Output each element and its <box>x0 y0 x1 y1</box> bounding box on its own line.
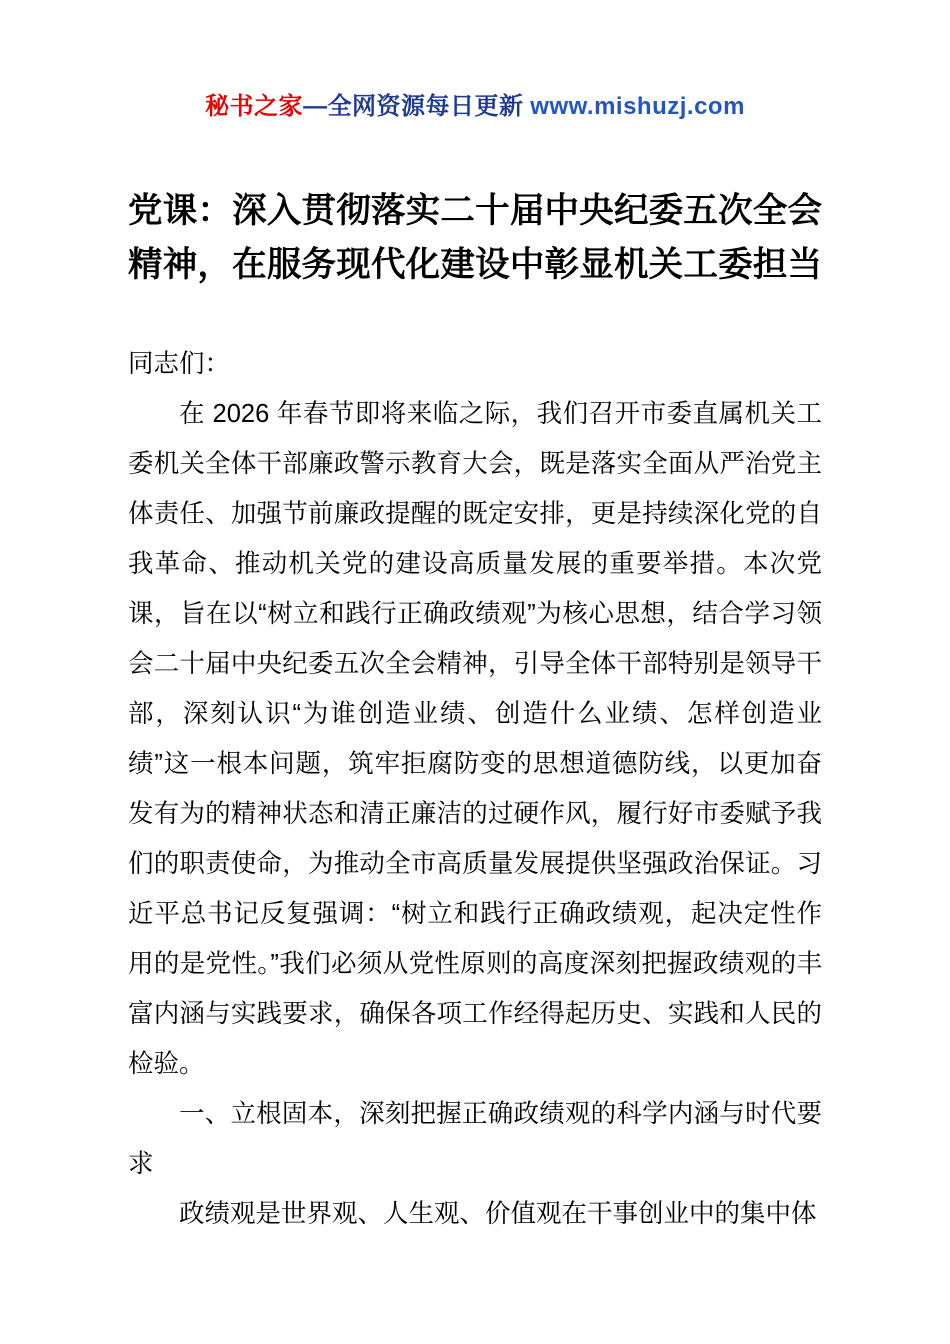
site-header <box>0 86 950 121</box>
site-url-link[interactable]: www.mishuzj.com <box>530 93 745 120</box>
body-paragraph-truncated: 政绩观是世界观、人生观、价值观在干事创业中的集中体 <box>179 1199 817 1228</box>
document-title: 党课：深入贯彻落实二十届中央纪委五次全会精神，在服务现代化建设中彰显机关工委担当 <box>128 192 822 284</box>
salutation-paragraph: 同志们： <box>128 349 231 378</box>
body-paragraph: 在 2026 年春节即将来临之际，我们召开市委直属机关工委机关全体干部廉政警示教育大会，既是落实全面从严治党主体责任、加强节前廉政提醒的既定安排，更是持续深化党的自我革命、推动机关党的建设高质量发展的重要举措。本次党课，旨在以“树立和践行正确政绩观”为核心思想，结合学习领会二十届中央纪委五次全会精神，引导全体干部特别是领导干部，深刻认识“为谁创造业绩、创造什么业绩、怎样创造业绩”这一根本问题，筑牢拒腐防变的思想道德防线，以更加奋发有为的精神状态和清正廉洁的过硬作风，履行好市委赋予我们的职责使命，为推动全市高质量发展提供坚强政治保证。习近平总书记反复强调：“树立和践行正确政绩观，起决定性作用的是党性。”我们必须从党性原则的高度深刻把握政绩观的丰富内涵与实践要求，确保各项工作经得起历史、实践和人民的检验。 <box>128 399 822 1078</box>
document-body <box>128 339 822 1239</box>
site-tagline: —全网资源每日更新 <box>303 93 524 120</box>
section-heading-paragraph: 一、立根固本，深刻把握正确政绩观的科学内涵与时代要求 <box>128 1099 822 1178</box>
site-name: 秘书之家 <box>205 93 304 120</box>
